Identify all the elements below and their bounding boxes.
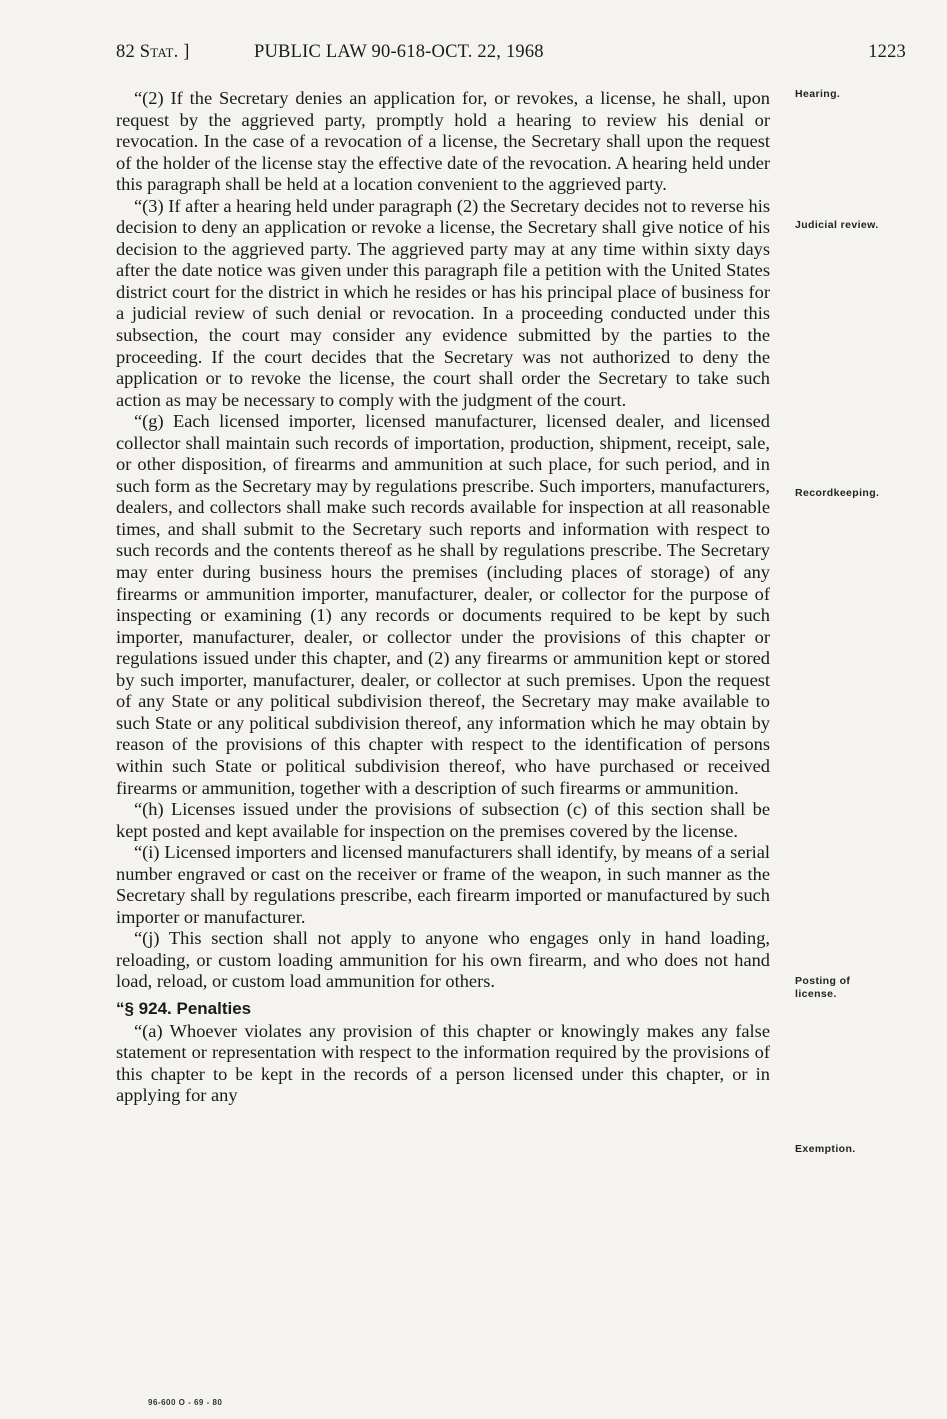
page-number: 1223	[868, 42, 906, 62]
paragraph-g: “(g) Each licensed importer, licensed manufacturer, licensed dealer, and licensed collector shall maintain such records of importation, production, shipment, receipt, sale, or other disposition, of firearms and ammunition at such place, for such period, and in such form as the Secretary may by regulations prescribe. Such importers, manufacturers, dealers, and collectors shall make such records available for inspection at all reasonable times, and shall submit to the Secretary such reports and information with respect to such records and the contents thereof as he shall by regulations prescribe. The Secretary may enter during business hours the premises (including places of storage) of any firearms or ammunition importer, manufacturer, dealer, or collector for the purpose of inspecting or examining (1) any records or documents required to be kept by such importer, manufacturer, dealer, or collector under the provisions of this chapter or regulations issued under this chapter, and (2) any firearms or ammunition kept or stored by such importer, manufacturer, dealer, or collector at such premises. Upon the request of any State or any political subdivision thereof, the Secretary may make available to such State or any political subdivision thereof, any information which he may obtain by reason of the provisions of this chapter with respect to the identification of persons within such State or political subdivision thereof, who have purchased or received firearms or ammunition, together with a description of such firearms or ammunition.	[116, 411, 770, 798]
statute-reference	[116, 42, 190, 63]
paragraph-3: “(3) If after a hearing held under paragraph (2) the Secretary decides not to reverse his decision to deny an application or revoke a license, the Secretary shall give notice of his decision to the aggrieved party. The aggrieved party may at any time within sixty days after the date notice was given under this paragraph file a petition with the United States district court for the district in which he resides or has his principal place of business for a judicial review of such denial or revocation. In a proceeding conducted under this subsection, the court may consider any evidence submitted by the parties to the proceeding. If the court decides that the Secretary was not authorized to deny the application or to revoke the license, the court shall order the Secretary to take such action as may be necessary to comply with the judgment of the court.	[116, 195, 770, 410]
page-header	[116, 42, 906, 72]
margin-note-recordkeeping: Recordkeeping.	[795, 487, 880, 499]
statute-bracket: ]	[183, 42, 190, 62]
margin-note-judicial-review: Judicial review.	[795, 219, 879, 231]
margin-note-exemption: Exemption.	[795, 1143, 856, 1155]
paragraph-i: “(i) Licensed importers and licensed manufacturers shall identify, by means of a serial number engraved or cast on the receiver or frame of the weapon, in such manner as the Secretary shall by regulations prescribe, each firearm imported or manufactured by such importer or manufacturer.	[116, 842, 770, 927]
paragraph-2: “(2) If the Secretary denies an application for, or revokes, a license, he shall, upon request by the aggrieved party, promptly hold a hearing to review his denial or revocation. In the case of a revocation of a license, the Secretary shall upon the request of the holder of the license stay the effective date of the revocation. A hearing held under this paragraph shall be held at a location convenient to the aggrieved party.	[116, 88, 770, 195]
paragraph-h: “(h) Licenses issued under the provisions of subsection (c) of this section shall be kept posted and kept available for inspection on the premises covered by the license.	[116, 799, 770, 841]
page-title: PUBLIC LAW 90-618-OCT. 22, 1968	[254, 42, 544, 62]
margin-note-posting-of-license: Posting of license.	[795, 975, 851, 1000]
section-heading: “§ 924. Penalties	[116, 998, 252, 1018]
statute-volume: 82	[116, 42, 135, 62]
margin-note-hearing: Hearing.	[795, 88, 841, 100]
paragraph-j: “(j) This section shall not apply to anyone who engages only in hand loading, reloading, or custom loading ammunition for his own firearm, and who does not hand load, reload, or custom load ammunition for others.	[116, 928, 770, 992]
statute-label: Stat.	[139, 42, 179, 62]
body-text	[116, 88, 770, 1107]
paragraph-a: “(a) Whoever violates any provision of this chapter or knowingly makes any false statement or representation with respect to the information required by the provisions of this chapter to be kept in the records of a person licensed under this chapter, or in applying for any	[116, 1020, 770, 1106]
print-code-footer: 96-600 O - 69 - 80	[148, 1398, 223, 1407]
